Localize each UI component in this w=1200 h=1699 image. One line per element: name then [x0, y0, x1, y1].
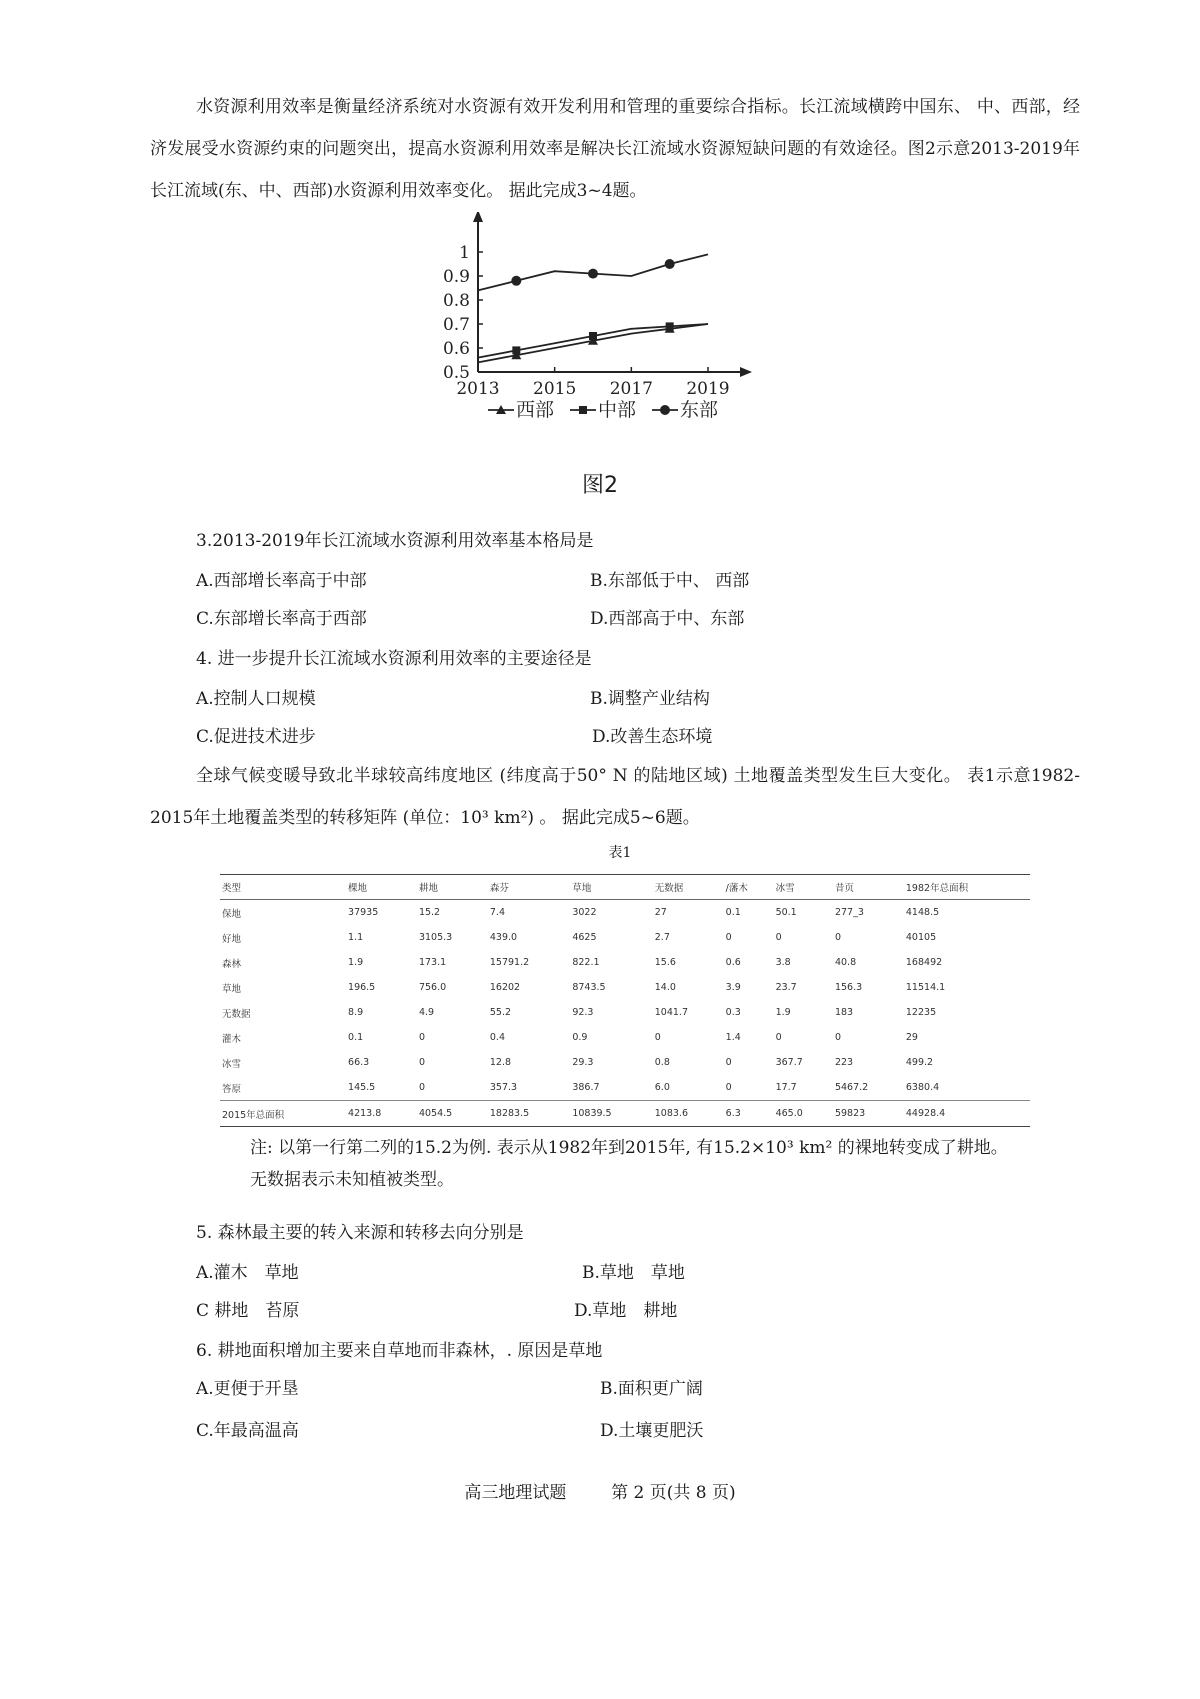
table-cell: 6.3: [724, 1101, 774, 1127]
x-tick-label: 2017: [609, 379, 653, 399]
header-cropland: 耕地: [417, 875, 488, 900]
row-label: 2015年总面积: [220, 1101, 346, 1127]
table-row-bare: [220, 900, 1030, 926]
table-cell: 2.7: [654, 932, 670, 943]
q4-option-a: A.控制人口规模: [196, 689, 316, 709]
table-cell: 7.4: [489, 907, 505, 918]
table-cell: 40.8: [834, 957, 857, 968]
table-row-forest: [220, 950, 1030, 975]
table-cell: 0: [725, 1082, 732, 1093]
x-tick-label: 2019: [686, 379, 730, 399]
table-cell: 822.1: [572, 957, 600, 968]
header-shrub: /藩木: [724, 875, 774, 900]
q3-option-d: D.西部高于中、东部: [590, 609, 745, 629]
q4-option-b: B.调整产业结构: [590, 689, 710, 709]
table-cell: 168492: [905, 957, 943, 968]
table-cell: 11514.1: [905, 982, 946, 993]
table-cell: 1.9: [348, 957, 364, 968]
table-cell: 386.7: [572, 1082, 600, 1093]
x-tick-label: 2013: [456, 379, 500, 399]
table-row-tundra: [220, 1075, 1030, 1101]
table-cell: 0.1: [348, 1032, 364, 1043]
q6-option-a: A.更便于开垦: [196, 1379, 299, 1399]
table-cell: 0: [725, 1057, 732, 1068]
row-label: 灌木: [222, 1033, 242, 1045]
table-cell: 12235: [905, 1007, 937, 1018]
table-cell: 40105: [905, 932, 937, 943]
data-point-central: [589, 332, 597, 340]
row-label: 森林: [222, 958, 242, 970]
header-total-1982: 1982年总面积: [904, 875, 1030, 900]
table-cell: 4213.8: [346, 1101, 417, 1127]
legend-label-central: 中部: [598, 399, 637, 421]
q5-option-d: D.草地 耕地: [574, 1301, 678, 1321]
intro-paragraph-water: 水资源利用效率是衡量经济系统对水资源有效开发利用和管理的重要综合指标。长江流域横跨中国东、 中、西部，经济发展受水资源约束的问题突出，提高水资源利用效率是解决长江流域水资源短缺问题的有效途径。图2示意2013-2019年长江流域(东、中、西部)水资源利用效率变化。 据此完成3~4题。: [150, 97, 1080, 201]
table-cell: 277_3: [834, 907, 864, 918]
table-cell: 357.3: [489, 1082, 518, 1093]
table-cell: 0: [418, 1032, 425, 1043]
legend-label-east: 东部: [680, 399, 719, 421]
row-label: 答原: [222, 1083, 242, 1095]
table-cell: 29.3: [572, 1057, 594, 1068]
table-cell: 3.9: [725, 982, 741, 993]
table-cell: 4054.5: [417, 1101, 488, 1127]
table-cell: 55.2: [489, 1007, 512, 1018]
data-point-east: [588, 269, 598, 279]
table-cell: 0: [775, 1032, 782, 1043]
row-label: 无数据: [222, 1008, 251, 1020]
y-tick-label: 1: [459, 243, 470, 263]
table-cell: 5467.2: [834, 1082, 869, 1093]
table-cell: 0.4: [489, 1032, 505, 1043]
question-6-stem: 6. 耕地面积增加主要来自草地而非森林，. 原因是草地: [196, 1341, 603, 1361]
table-cell: 1.4: [725, 1032, 741, 1043]
page-footer: [0, 1478, 1200, 1503]
table-cell: 0: [834, 932, 842, 943]
y-tick-label: 0.7: [442, 315, 470, 335]
footer-page-number: 第 2 页(共 8 页): [611, 1483, 736, 1503]
table-cell: 15.6: [654, 957, 676, 968]
header-forest: 森芬: [488, 875, 570, 900]
row-label: 冰雪: [222, 1058, 242, 1070]
table-cell: 37935: [348, 907, 379, 918]
table-cell: 196.5: [348, 982, 376, 993]
table-cell: 15.2: [418, 907, 441, 918]
data-point-east: [511, 276, 521, 286]
table-title: 表1: [608, 845, 632, 861]
table-cell: 756.0: [418, 982, 447, 993]
x-axis-arrow: [740, 367, 752, 377]
table-cell: 4625: [572, 932, 597, 943]
row-label: 草地: [222, 983, 242, 995]
header-snow: 冰雪: [774, 875, 833, 900]
question-5-stem: 5. 森林最主要的转入来源和转移去向分别是: [196, 1223, 524, 1243]
table-row-shrub: [220, 1025, 1030, 1050]
table-cell: 145.5: [348, 1082, 376, 1093]
intro-paragraph-landcover: 全球气候变暖导致北半球较高纬度地区 (纬度高于50° N 的陆地区域) 土地覆盖类型发生巨大变化。 表1示意1982-2015年土地覆盖类型的转移矩阵 (单位：10³ km²) 。 据此完成5~6题。: [150, 766, 1080, 828]
table-cell: 23.7: [775, 982, 797, 993]
table-cell: 10839.5: [570, 1101, 652, 1127]
q3-option-c: C.东部增长率高于西部: [196, 609, 367, 629]
table-cell: 8743.5: [572, 982, 606, 993]
table-cell: 156.3: [834, 982, 863, 993]
water-efficiency-chart: [430, 212, 830, 462]
q5-option-a: A.灌木 草地: [196, 1263, 299, 1283]
table-cell: 8.9: [348, 1007, 364, 1018]
table-cell: 223: [834, 1057, 854, 1068]
legend-marker-central: [579, 406, 587, 414]
q5-option-c: C 耕地 苔原: [196, 1301, 300, 1321]
table-cell: 3.8: [775, 957, 791, 968]
table-cell: 12.8: [489, 1057, 512, 1068]
table-cell: 29: [905, 1032, 918, 1043]
q3-option-b: B.东部低于中、 西部: [590, 571, 750, 591]
legend-label-west: 西部: [516, 399, 555, 421]
table-cell: 499.2: [905, 1057, 934, 1068]
table-cell: 6380.4: [905, 1082, 940, 1093]
table-cell: 1041.7: [654, 1007, 688, 1018]
data-point-central: [666, 322, 674, 330]
header-tundra: 昔页: [833, 875, 904, 900]
table-cell: 439.0: [489, 932, 518, 943]
q3-option-a: A.西部增长率高于中部: [196, 571, 367, 591]
land-cover-transfer-matrix: [220, 874, 1030, 1127]
data-point-east: [665, 259, 675, 269]
question-3-stem: 3.2013-2019年长江流域水资源利用效率基本格局是: [196, 531, 594, 551]
legend-marker-east: [660, 405, 670, 415]
y-tick-label: 0.5: [442, 363, 470, 383]
table-cell: 6.0: [654, 1082, 670, 1093]
q4-option-d: D.改善生态环境: [592, 727, 713, 747]
table-cell: 183: [834, 1007, 854, 1018]
table-row-snow: [220, 1050, 1030, 1075]
table-cell: 0: [654, 1032, 661, 1043]
table-cell: 92.3: [572, 1007, 594, 1018]
table-row-cropland: [220, 925, 1030, 950]
table-cell: 1.1: [348, 932, 364, 943]
table-cell: 0.1: [725, 907, 741, 918]
table-cell: 0: [418, 1057, 425, 1068]
q6-option-b: B.面积更广阔: [600, 1379, 703, 1399]
table-cell: 0.8: [654, 1057, 670, 1068]
table-cell: 16202: [489, 982, 521, 993]
table-cell: 0.6: [725, 957, 741, 968]
table-cell: 4.9: [418, 1007, 435, 1018]
table-cell: 59823: [833, 1101, 904, 1127]
x-tick-label: 2015: [533, 379, 577, 399]
table-cell: 367.7: [775, 1057, 803, 1068]
table-cell: 66.3: [348, 1057, 370, 1068]
table-header-row: [220, 875, 1030, 900]
row-label: 保地: [222, 908, 242, 920]
table-cell: 3105.3: [418, 932, 453, 943]
y-axis-arrow: [473, 212, 483, 222]
y-tick-label: 0.6: [442, 339, 470, 359]
table-cell: 18283.5: [488, 1101, 570, 1127]
footer-subject: 高三地理试题: [464, 1483, 567, 1503]
q6-option-c: C.年最高温高: [196, 1421, 299, 1441]
table-note: 注: 以第一行第二列的15.2为例. 表示从1982年到2015年, 有15.2×10³ km² 的裸地转变成了耕地。无数据表示未知植被类型。: [250, 1138, 1008, 1190]
table-cell: 3022: [572, 907, 597, 918]
header-bare: 棵地: [346, 875, 417, 900]
q5-option-b: B.草地 草地: [582, 1263, 685, 1283]
table-cell: 173.1: [418, 957, 447, 968]
table-cell: 44928.4: [904, 1101, 1030, 1127]
figure-caption: 图2: [582, 473, 618, 498]
table-cell: 0: [834, 1032, 842, 1043]
data-point-central: [512, 346, 520, 354]
header-type: 类型: [220, 875, 346, 900]
table-cell: 14.0: [654, 982, 676, 993]
table-cell: 0: [418, 1082, 425, 1093]
y-tick-label: 0.9: [442, 267, 470, 287]
table-row-grassland: [220, 975, 1030, 1000]
table-cell: 0: [775, 932, 782, 943]
table-cell: 0: [725, 932, 732, 943]
table-cell: 0.9: [572, 1032, 588, 1043]
table-cell: 465.0: [774, 1101, 833, 1127]
row-label: 好地: [222, 933, 242, 945]
table-row-nodata: [220, 1000, 1030, 1025]
table-cell: 1083.6: [653, 1101, 724, 1127]
table-cell: 17.7: [775, 1082, 797, 1093]
table-cell: 1.9: [775, 1007, 791, 1018]
table-cell: 4148.5: [905, 907, 940, 918]
table-row-total-2015: [220, 1101, 1030, 1127]
header-nodata: 无数据: [653, 875, 724, 900]
y-tick-label: 0.8: [442, 291, 470, 311]
q6-option-d: D.土壤更肥沃: [600, 1421, 704, 1441]
table-cell: 50.1: [775, 907, 797, 918]
table-cell: 27: [654, 907, 667, 918]
question-4-stem: 4. 进一步提升长江流域水资源利用效率的主要途径是: [196, 649, 592, 669]
table-cell: 15791.2: [489, 957, 530, 968]
table-cell: 0.3: [725, 1007, 741, 1018]
q4-option-c: C.促进技术进步: [196, 727, 316, 747]
header-grassland: 草地: [570, 875, 652, 900]
